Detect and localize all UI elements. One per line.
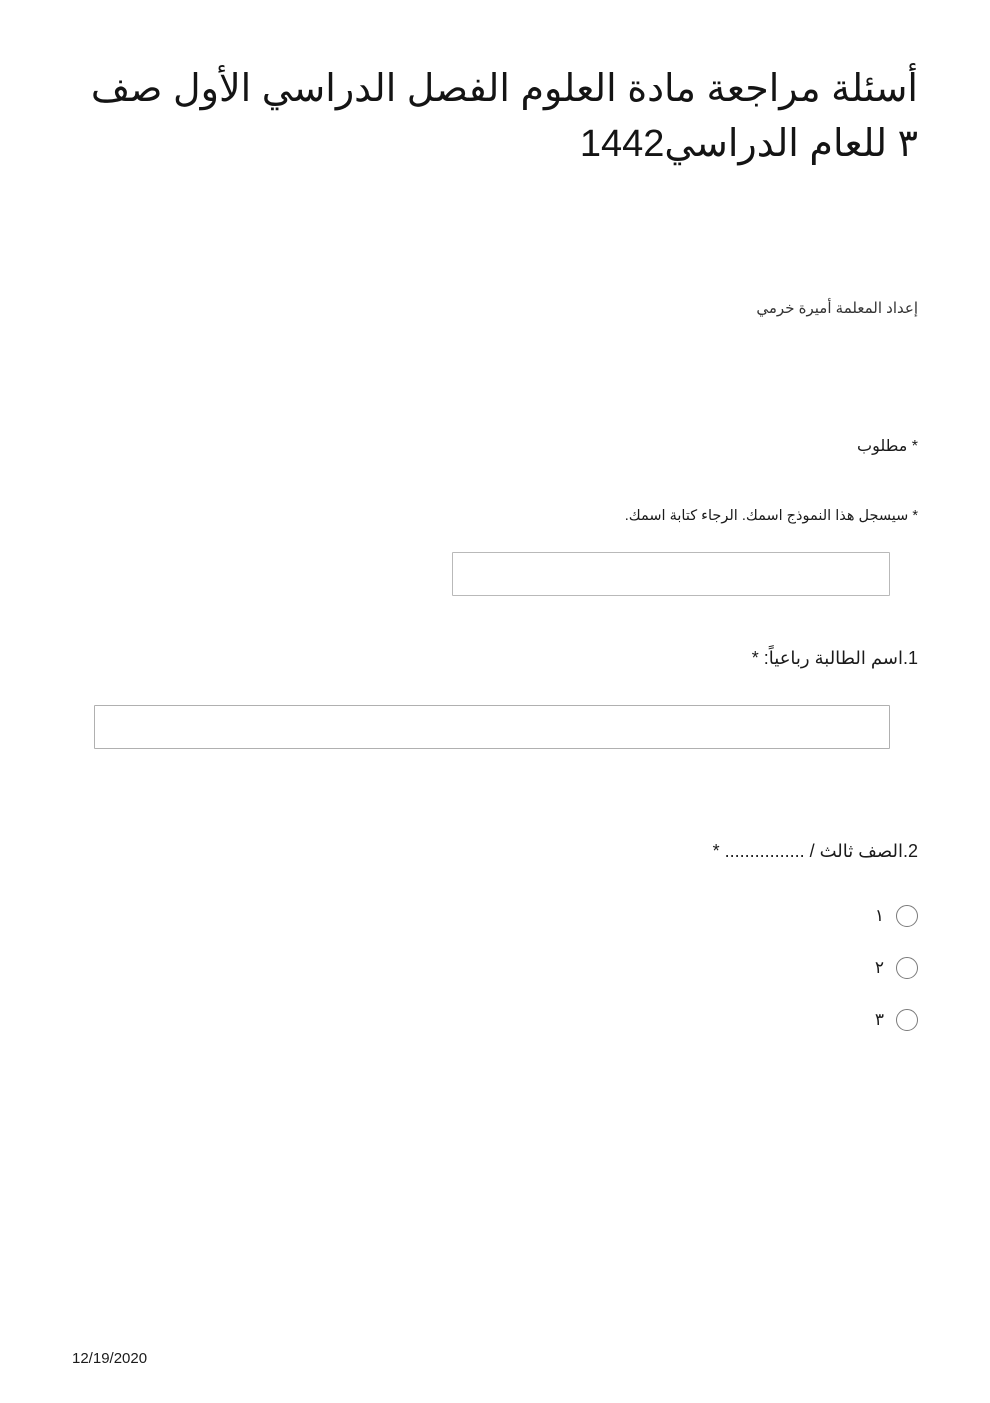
required-note: * مطلوب xyxy=(857,438,918,455)
question-1-label: 1.اسم الطالبة رباعياً: * xyxy=(751,648,918,668)
option-label: ٢ xyxy=(874,958,884,977)
question-2-option-2[interactable] xyxy=(72,942,918,994)
question-2-option-3[interactable] xyxy=(72,994,918,1046)
footer-date: 12/19/2020 xyxy=(72,1350,148,1367)
question-2-label: 2.الصف ثالث / ................ * xyxy=(712,841,918,861)
radio-button-icon[interactable] xyxy=(896,1009,918,1031)
radio-button-icon[interactable] xyxy=(896,957,918,979)
question-1-text-input[interactable] xyxy=(94,705,890,749)
name-capture-input[interactable] xyxy=(452,552,890,596)
form-description: إعداد المعلمة أميرة خرمي xyxy=(756,300,918,317)
question-2-options xyxy=(72,890,918,1046)
option-label: ٣ xyxy=(874,1010,884,1029)
name-capture-notice: * سيسجل هذا النموذج اسمك. الرجاء كتابة اسمك. xyxy=(624,508,918,524)
question-2-option-1[interactable] xyxy=(72,890,918,942)
page-title: أسئلة مراجعة مادة العلوم الفصل الدراسي الأول صف ٣ للعام الدراسي1442 xyxy=(90,68,918,166)
option-label: ١ xyxy=(874,906,884,925)
radio-button-icon[interactable] xyxy=(896,905,918,927)
